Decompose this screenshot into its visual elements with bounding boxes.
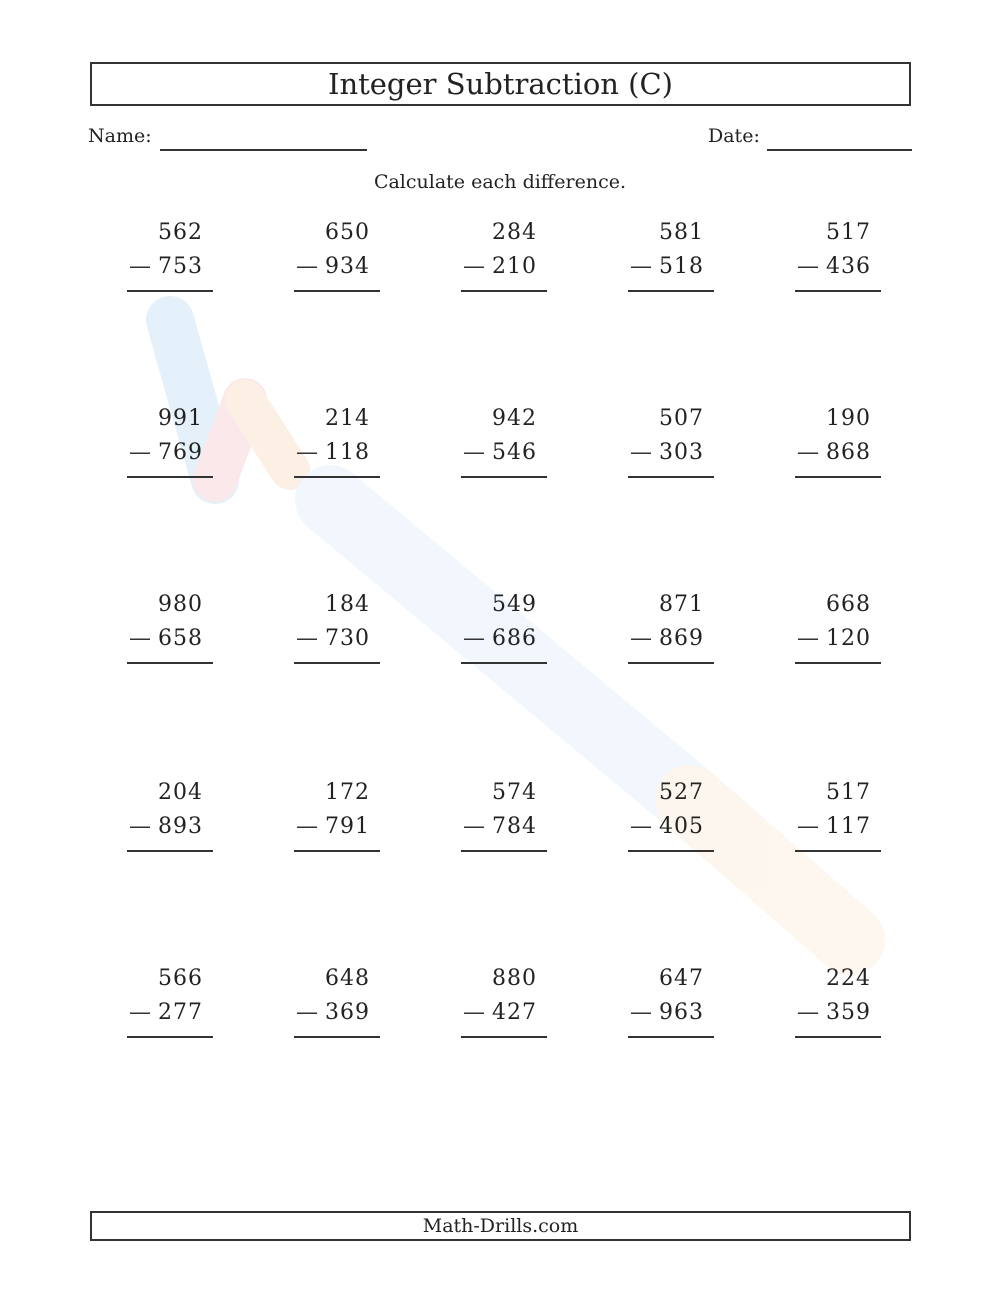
subtrahend: 369 <box>325 1000 370 1025</box>
answer-line[interactable] <box>127 290 213 292</box>
subtraction-problem <box>461 592 547 672</box>
date-field-line[interactable] <box>767 149 912 151</box>
watermark-stroke-orange <box>245 400 290 470</box>
subtraction-problem <box>294 406 380 486</box>
subtrahend: 427 <box>492 1000 537 1025</box>
minuend: 566 <box>158 966 203 991</box>
minuend: 549 <box>492 592 537 617</box>
subtrahend: 686 <box>492 626 537 651</box>
subtraction-problem <box>294 780 380 860</box>
subtrahend: 405 <box>659 814 704 839</box>
minuend: 871 <box>659 592 704 617</box>
answer-line[interactable] <box>127 476 213 478</box>
subtrahend: 730 <box>325 626 370 651</box>
minus-sign: — <box>630 1000 652 1025</box>
minus-sign: — <box>296 440 318 465</box>
minuend: 648 <box>325 966 370 991</box>
subtraction-problem <box>461 406 547 486</box>
subtraction-problem <box>127 966 213 1046</box>
minus-sign: — <box>463 1000 485 1025</box>
minuend: 284 <box>492 220 537 245</box>
subtrahend: 117 <box>826 814 871 839</box>
subtrahend: 303 <box>659 440 704 465</box>
answer-line[interactable] <box>628 476 714 478</box>
subtraction-problem <box>461 966 547 1046</box>
minus-sign: — <box>630 254 652 279</box>
answer-line[interactable] <box>795 476 881 478</box>
subtraction-problem <box>795 780 881 860</box>
minus-sign: — <box>630 814 652 839</box>
minus-sign: — <box>296 626 318 651</box>
minus-sign: — <box>797 814 819 839</box>
minus-sign: — <box>296 1000 318 1025</box>
minuend: 562 <box>158 220 203 245</box>
minus-sign: — <box>129 814 151 839</box>
subtraction-problem <box>795 220 881 300</box>
subtrahend: 436 <box>826 254 871 279</box>
answer-line[interactable] <box>795 1036 881 1038</box>
minuend: 507 <box>659 406 704 431</box>
name-label: Name: <box>88 125 152 147</box>
minus-sign: — <box>797 254 819 279</box>
date-label: Date: <box>708 125 760 147</box>
answer-line[interactable] <box>127 850 213 852</box>
answer-line[interactable] <box>628 662 714 664</box>
answer-line[interactable] <box>294 476 380 478</box>
minuend: 224 <box>826 966 871 991</box>
minuend: 172 <box>325 780 370 805</box>
subtrahend: 769 <box>158 440 203 465</box>
minuend: 991 <box>158 406 203 431</box>
minus-sign: — <box>463 254 485 279</box>
subtraction-problem <box>127 220 213 300</box>
answer-line[interactable] <box>628 850 714 852</box>
subtraction-problem <box>294 220 380 300</box>
answer-line[interactable] <box>127 1036 213 1038</box>
minus-sign: — <box>797 440 819 465</box>
subtrahend: 784 <box>492 814 537 839</box>
minuend: 650 <box>325 220 370 245</box>
answer-line[interactable] <box>294 662 380 664</box>
minuend: 527 <box>659 780 704 805</box>
subtraction-problem <box>795 406 881 486</box>
footer-credit: Math-Drills.com <box>90 1211 911 1241</box>
answer-line[interactable] <box>461 850 547 852</box>
minus-sign: — <box>129 626 151 651</box>
minus-sign: — <box>129 1000 151 1025</box>
minus-sign: — <box>463 814 485 839</box>
minus-sign: — <box>630 440 652 465</box>
worksheet-title: Integer Subtraction (C) <box>90 62 911 106</box>
minuend: 517 <box>826 780 871 805</box>
minuend: 980 <box>158 592 203 617</box>
minus-sign: — <box>797 626 819 651</box>
subtraction-problem <box>127 780 213 860</box>
minuend: 668 <box>826 592 871 617</box>
subtrahend: 963 <box>659 1000 704 1025</box>
subtrahend: 277 <box>158 1000 203 1025</box>
answer-line[interactable] <box>628 1036 714 1038</box>
subtraction-problem <box>628 220 714 300</box>
subtrahend: 869 <box>659 626 704 651</box>
answer-line[interactable] <box>628 290 714 292</box>
minuend: 190 <box>826 406 871 431</box>
minuend: 574 <box>492 780 537 805</box>
subtraction-problem <box>795 966 881 1046</box>
minuend: 942 <box>492 406 537 431</box>
subtrahend: 118 <box>325 440 370 465</box>
subtrahend: 546 <box>492 440 537 465</box>
answer-line[interactable] <box>461 290 547 292</box>
subtrahend: 791 <box>325 814 370 839</box>
answer-line[interactable] <box>795 290 881 292</box>
subtrahend: 753 <box>158 254 203 279</box>
minus-sign: — <box>463 440 485 465</box>
subtraction-problem <box>461 780 547 860</box>
subtrahend: 120 <box>826 626 871 651</box>
answer-line[interactable] <box>294 850 380 852</box>
subtrahend: 210 <box>492 254 537 279</box>
watermark-stroke-pink <box>215 400 245 480</box>
answer-line[interactable] <box>461 662 547 664</box>
subtrahend: 893 <box>158 814 203 839</box>
minuend: 581 <box>659 220 704 245</box>
subtrahend: 658 <box>158 626 203 651</box>
answer-line[interactable] <box>795 850 881 852</box>
answer-line[interactable] <box>795 662 881 664</box>
minuend: 204 <box>158 780 203 805</box>
minus-sign: — <box>797 1000 819 1025</box>
subtraction-problem <box>628 592 714 672</box>
subtraction-problem <box>127 406 213 486</box>
minus-sign: — <box>296 254 318 279</box>
subtraction-problem <box>127 592 213 672</box>
subtraction-problem <box>795 592 881 672</box>
minuend: 517 <box>826 220 871 245</box>
minuend: 214 <box>325 406 370 431</box>
answer-line[interactable] <box>294 290 380 292</box>
answer-line[interactable] <box>127 662 213 664</box>
subtraction-problem <box>628 780 714 860</box>
name-field-line[interactable] <box>160 149 367 151</box>
minus-sign: — <box>296 814 318 839</box>
minuend: 647 <box>659 966 704 991</box>
minus-sign: — <box>463 626 485 651</box>
answer-line[interactable] <box>461 1036 547 1038</box>
minuend: 184 <box>325 592 370 617</box>
subtraction-problem <box>294 966 380 1046</box>
answer-line[interactable] <box>461 476 547 478</box>
subtraction-problem <box>628 406 714 486</box>
subtrahend: 868 <box>826 440 871 465</box>
subtraction-problem <box>294 592 380 672</box>
subtrahend: 359 <box>826 1000 871 1025</box>
minus-sign: — <box>129 440 151 465</box>
subtrahend: 518 <box>659 254 704 279</box>
subtraction-problem <box>461 220 547 300</box>
instructions: Calculate each difference. <box>373 171 627 193</box>
minus-sign: — <box>129 254 151 279</box>
minuend: 880 <box>492 966 537 991</box>
answer-line[interactable] <box>294 1036 380 1038</box>
minus-sign: — <box>630 626 652 651</box>
subtrahend: 934 <box>325 254 370 279</box>
subtraction-problem <box>628 966 714 1046</box>
